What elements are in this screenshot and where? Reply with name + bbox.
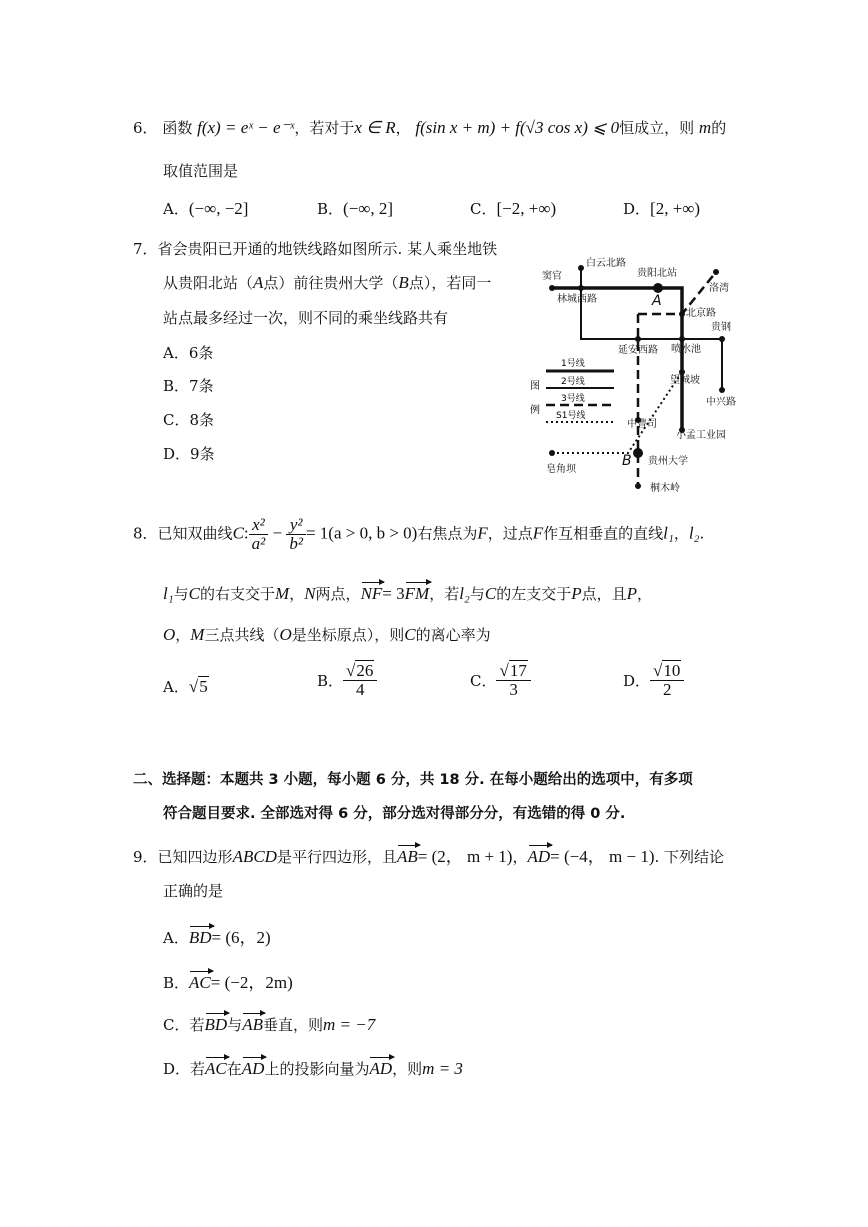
svg-text:中兴路: 中兴路: [706, 397, 736, 408]
station-douguan: [549, 285, 555, 291]
q9-option-d: D．若AC在AD上的投影向量为AD，则m = 3: [163, 1059, 463, 1078]
q6-option-a: A．(−∞, −2]: [163, 199, 249, 218]
svg-text:皂角坝: 皂角坝: [546, 464, 576, 475]
q6-number: 6．: [133, 119, 158, 137]
q6-text-mid: ，若对于: [294, 119, 355, 137]
q6-line2: 取值范围是: [163, 162, 239, 180]
station-beijing: [679, 311, 685, 317]
q8-option-a: A．√5: [163, 677, 208, 696]
legend-title-2: 例: [530, 405, 540, 416]
station-zhongxing: [719, 387, 725, 393]
q6-condition: x ∈ R: [354, 118, 396, 137]
svg-text:喷水池: 喷水池: [671, 344, 701, 355]
q8-line2: l₁与C的右支交于M，N两点，NF= 3FM，若l₂与C的左支交于P点，且P，: [163, 584, 653, 603]
svg-text:A: A: [652, 293, 662, 309]
station-baiyun: [578, 265, 584, 271]
q6-m: m: [698, 118, 712, 137]
q7-line1: 7．省会贵阳已开通的地铁线路如图所示. 某人乘坐地铁: [133, 240, 498, 258]
q9-option-c: C．若BD与AB垂直，则m = −7: [163, 1015, 376, 1034]
station-tongmuling: [635, 483, 641, 489]
q9-option-b: B．AC= (−2，2m): [163, 973, 293, 992]
q6-text-post: 恒成立，则: [619, 119, 695, 137]
q6-function: f(x) = eˣ − e⁻ˣ: [197, 118, 295, 137]
svg-text:北京路: 北京路: [686, 308, 716, 319]
q6-option-d: D．[2, +∞): [623, 199, 701, 218]
station-luowan: [713, 269, 719, 275]
q9-line1: 9．已知四边形ABCD是平行四边形，且AB= (2， m + 1)，AD= (−4， m − 1). 下列结论: [133, 847, 725, 866]
svg-text:中曹司: 中曹司: [627, 419, 657, 430]
q7-option-b: B．7条: [163, 377, 214, 395]
metro-map: [520, 250, 750, 500]
legend-line2: 2号线: [561, 377, 585, 387]
svg-text:洛湾: 洛湾: [709, 283, 729, 294]
legend-line1: 1号线: [561, 359, 585, 369]
station-yanan: [635, 336, 641, 342]
q6-text-end: 的: [711, 119, 727, 137]
q7-option-c: C．8条: [163, 411, 215, 429]
station-zaojiaoba: [549, 450, 555, 456]
q7-line2: 从贵阳北站（A点）前往贵州大学（B点），若同一: [163, 273, 492, 292]
legend-lines1: S1号线: [556, 411, 586, 421]
q6-option-b: B．(−∞, 2]: [317, 199, 394, 218]
q6-line1: 6． 函数 f(x) = eˣ − e⁻ˣ，若对于x ∈ R， f(sin x + m) + f(√3 cos x) ⩽ 0恒成立，则 m的: [133, 118, 727, 137]
station-guigang: [719, 336, 725, 342]
legend-title-1: 图: [530, 381, 540, 392]
station-penshuichi: [679, 336, 685, 342]
q8-option-b: B． $\frac{√26}{4}$: [317, 662, 377, 699]
q8-option-c: C． $\frac{√17}{3}$: [470, 662, 531, 699]
svg-text:望城坡: 望城坡: [670, 375, 700, 386]
q6-option-c: C．[−2, +∞): [470, 199, 557, 218]
q6-inequality: f(sin x + m) + f(√3 cos x) ⩽ 0: [415, 118, 620, 137]
svg-text:小孟工业园: 小孟工业园: [676, 430, 726, 441]
station-lincheng: [578, 285, 584, 291]
q8-option-d: D． $\frac{√10}{2}$: [623, 662, 684, 699]
section2-heading-line1: 二、选择题：本题共 3 小题，每小题 6 分，共 18 分. 在每小题给出的选项中，有多项: [133, 772, 693, 788]
svg-text:窦官: 窦官: [542, 271, 562, 282]
svg-text:B: B: [622, 453, 632, 469]
svg-text:贵钢: 贵钢: [711, 322, 731, 333]
svg-text:白云北路: 白云北路: [586, 258, 626, 269]
q7-option-d: D．9条: [163, 445, 215, 463]
station-guizhoudaxue: [633, 448, 643, 458]
q7-option-a: A．6条: [163, 344, 214, 362]
q8-line3: O，M三点共线（O是坐标原点），则C的离心率为: [163, 625, 491, 644]
q8-frac-y: $\frac{\text{y²}}{\text{b²}}$: [286, 516, 306, 553]
svg-text:贵阳北站: 贵阳北站: [637, 268, 677, 279]
q8-frac-x: $\frac{\text{x²}}{\text{a²}}$: [249, 516, 269, 553]
svg-text:桐木岭: 桐木岭: [650, 483, 680, 494]
q9-option-a: A．BD= (6，2): [163, 928, 271, 947]
svg-text:林城西路: 林城西路: [557, 294, 597, 305]
q7-line3: 站点最多经过一次，则不同的乘坐线路共有: [163, 309, 449, 327]
legend-line3: 3号线: [561, 394, 585, 404]
q6-text-pre: 函数: [162, 119, 193, 137]
q8-line1: 8．已知双曲线C: $\frac{\text{x²}}{\text{a²}}$ − $\frac{\text{y²}}{\text{b²}}$ = 1(a > 0, b > 0)右焦点为F，过点F作互相垂直的直线l₁，l₂.: [133, 515, 705, 553]
svg-text:贵州大学: 贵州大学: [648, 456, 688, 467]
q9-line2: 正确的是: [163, 882, 224, 900]
svg-text:延安西路: 延安西路: [618, 345, 658, 356]
station-guiyangbei: [653, 283, 663, 293]
section2-heading-line2: 符合题目要求. 全部选对得 6 分，部分选对得部分分，有选错的得 0 分.: [163, 806, 626, 822]
metro-legend: [530, 357, 614, 422]
